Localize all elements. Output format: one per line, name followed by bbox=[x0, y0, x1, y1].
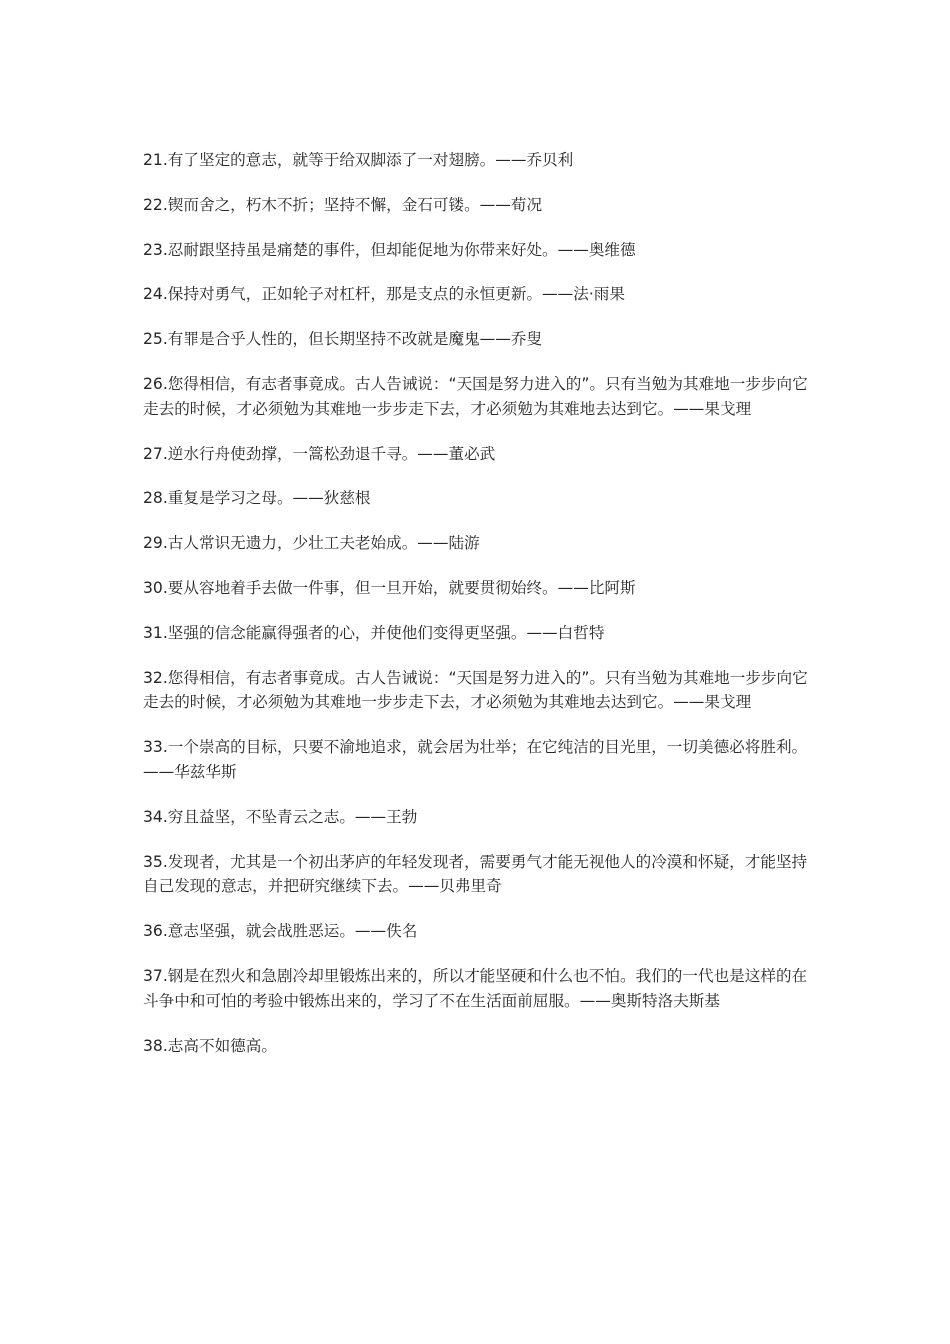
quote-22: 22.锲而舍之，朽木不折；坚持不懈，金石可镂。——荀况 bbox=[143, 195, 543, 214]
quote-34: 34.穷且益坚，不坠青云之志。——王勃 bbox=[143, 807, 418, 826]
quote-27: 27.逆水行舟使劲撑，一篙松劲退千寻。——董必武 bbox=[143, 444, 496, 463]
quote-28: 28.重复是学习之母。——狄慈根 bbox=[143, 489, 371, 508]
quote-31: 31.坚强的信念能赢得强者的心，并使他们变得更坚强。——白哲特 bbox=[143, 623, 605, 642]
quote-24: 24.保持对勇气，正如轮子对杠杆，那是支点的永恒更新。——法·雨果 bbox=[143, 285, 625, 304]
quote-35: 35.发现者，尤其是一个初出茅庐的年轻发现者，需要勇气才能无视他人的冷漠和怀疑，才能坚持自己发现的意志，并把研究继续下去。——贝弗里奇 bbox=[143, 852, 808, 896]
quote-25: 25.有罪是合乎人性的，但长期坚持不改就是魔鬼——乔叟 bbox=[143, 330, 543, 349]
quote-30: 30.要从容地着手去做一件事，但一旦开始，就要贯彻始终。——比阿斯 bbox=[143, 578, 636, 597]
quote-37: 37.钢是在烈火和急剧冷却里锻炼出来的，所以才能坚硬和什么也不怕。我们的一代也是这样的在斗争中和可怕的考验中锻炼出来的，学习了不在生活面前屈服。——奥斯特洛夫斯基 bbox=[143, 966, 808, 1010]
quote-23: 23.忍耐跟坚持虽是痛楚的事件，但却能促地为你带来好处。——奥维德 bbox=[143, 240, 636, 259]
quote-38: 38.志高不如德高。 bbox=[143, 1036, 277, 1055]
quote-21: 21.有了坚定的意志，就等于给双脚添了一对翅膀。——乔贝利 bbox=[143, 151, 574, 169]
quote-32: 32.您得相信，有志者事竟成。古人告诫说：“天国是努力进入的”。只有当勉为其难地一步步向它走去的时候，才必须勉为其难地一步步走下去，才必须勉为其难地去达到它。——果戈理 bbox=[143, 668, 808, 712]
quote-33: 33.一个崇高的目标，只要不渝地追求，就会居为壮举；在它纯洁的目光里，一切美德必将胜利。——华兹华斯 bbox=[143, 738, 808, 781]
quote-36: 36.意志坚强，就会战胜恶运。——佚名 bbox=[143, 922, 418, 941]
quote-26: 26.您得相信，有志者事竟成。古人告诫说：“天国是努力进入的”。只有当勉为其难地一步步向它走去的时候，才必须勉为其难地一步步走下去，才必须勉为其难地去达到它。——果戈理 bbox=[143, 374, 808, 418]
quote-29: 29.古人常识无遗力，少壮工夫老始成。——陆游 bbox=[143, 534, 480, 553]
document-page bbox=[143, 148, 811, 1078]
